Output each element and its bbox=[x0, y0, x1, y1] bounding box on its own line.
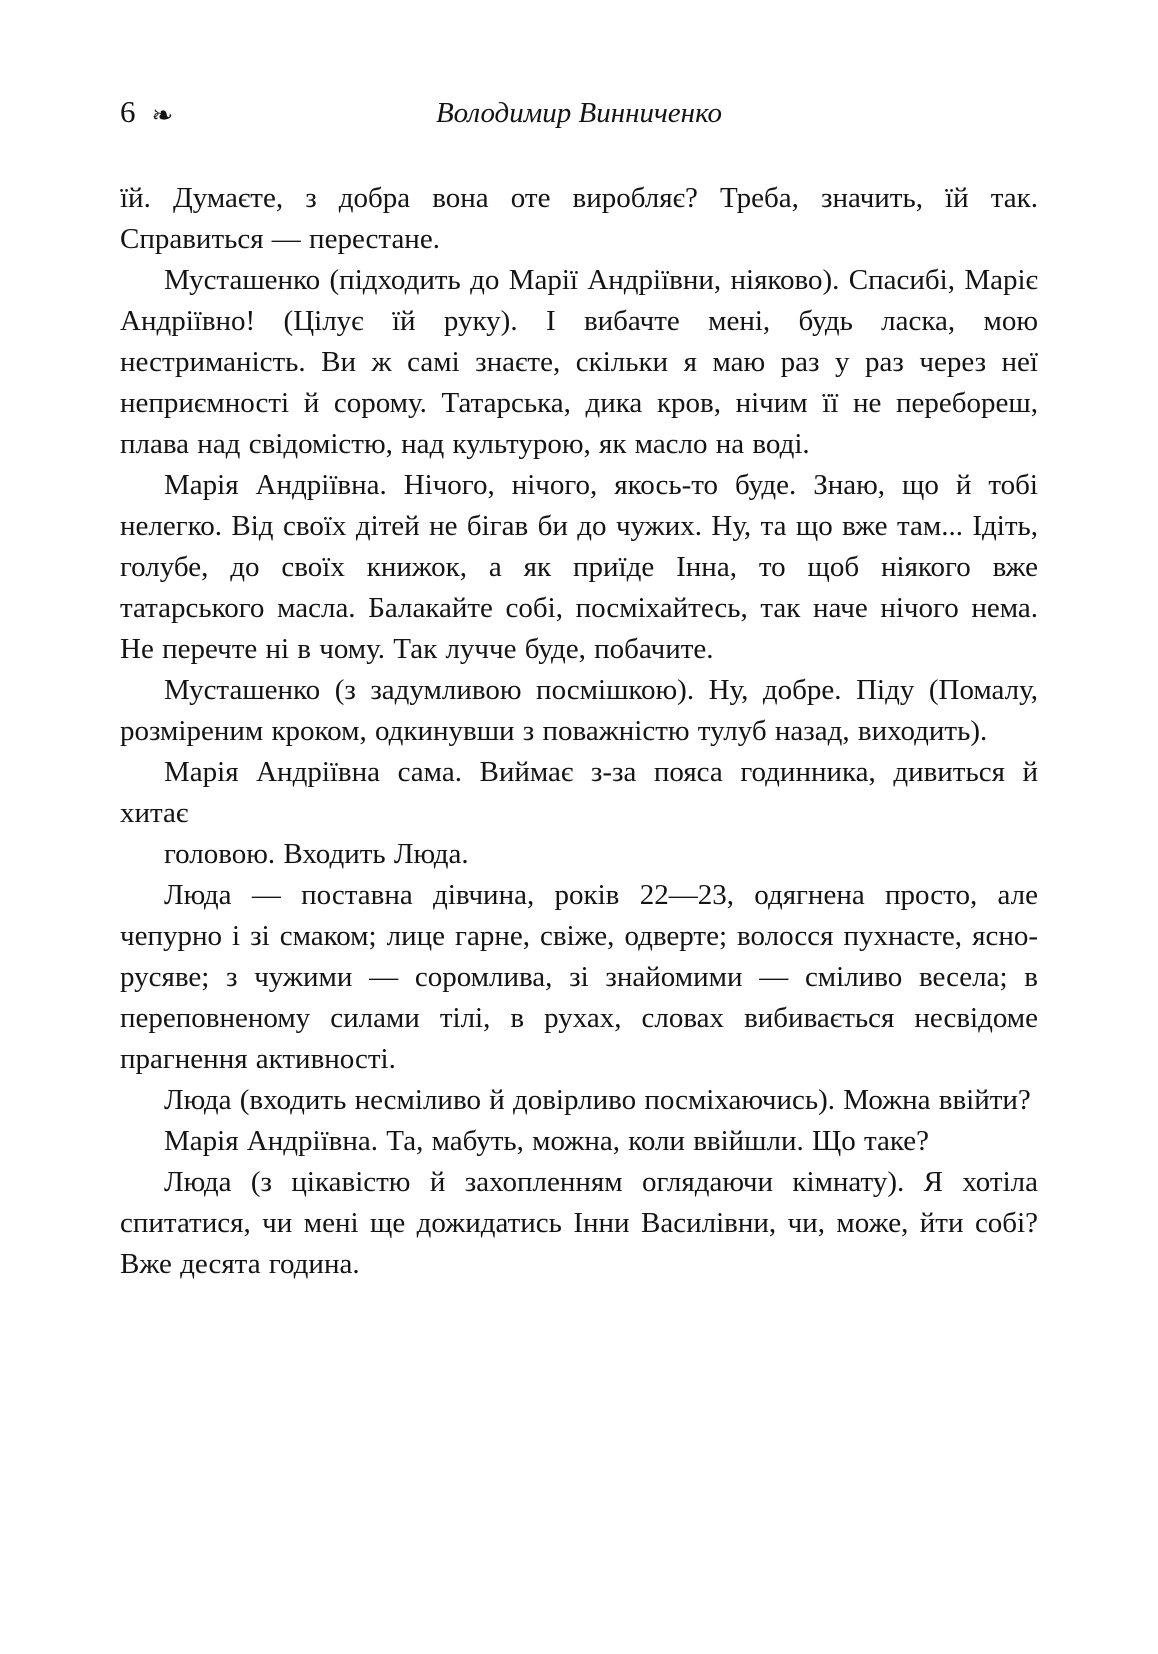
page-number: 6 bbox=[120, 94, 136, 129]
paragraph: Люда — поставна дівчина, років 22—23, одягнена просто, але чепурно і зі смаком; лице гарне, свіже, одверте; волосся пухнасте, ясно-русяве; з чужими — соромлива, зі знайомими — сміливо весела; в переповненому силами тілі, в рухах, словах вибивається несвідоме прагнення активності. bbox=[120, 879, 1038, 1075]
paragraph: Марія Андріївна. Нічого, нічого, якось-то буде. Знаю, що й тобі нелегко. Від своїх дітей не бігав би до чужих. Ну, та що вже там... Ідіть, голубе, до своїх книжок, а як приїде Інна, то щоб ніякого вже татарського масла. Балакайте собі, посміхайтесь, так наче нічого нема. Не перечте ні в чому. Так лучче буде, побачите. bbox=[120, 469, 1038, 665]
paragraph: Люда (входить несміливо й довірливо посміхаючись). Можна ввійти? bbox=[164, 1084, 1031, 1116]
running-header bbox=[120, 96, 1038, 138]
page-body bbox=[120, 178, 1038, 1285]
fleuron-ornament-icon: ❧ bbox=[151, 101, 174, 130]
paragraph: Люда (з цікавістю й захопленням оглядаючи кімнату). Я хотіла спитатися, чи мені ще дожидатись Інни Василівни, чи, може, йти собі? Вже десята година. bbox=[120, 1166, 1038, 1280]
paragraph: їй. Думаєте, з добра вона оте виробляє? Треба, значить, їй так. Справиться — перестане. bbox=[120, 182, 1038, 255]
paragraph: Марія Андріївна. Та, мабуть, можна, коли ввійшли. Що таке? bbox=[164, 1125, 929, 1157]
paragraph: Мусташенко (підходить до Марії Андріївни, ніяково). Спасибі, Маріє Андріївно! (Цілує їй руку). І вибачте мені, будь ласка, мою нестриманість. Ви ж самі знаєте, скільки я маю раз у раз через неї неприємності й сорому. Татарська, дика кров, нічим її не перебореш, плава над свідомістю, над культурою, як масло на воді. bbox=[120, 264, 1038, 460]
running-header-author: Володимир Винниченко bbox=[435, 97, 723, 129]
paragraph: головою. Входить Люда. bbox=[164, 838, 469, 870]
paragraph: Мусташенко (з задумливою посмішкою). Ну, добре. Піду (Помалу, розміреним кроком, одкинувши з поважністю тулуб назад, виходить). bbox=[120, 674, 1038, 747]
paragraph: Марія Андріївна сама. Виймає з-за пояса годинника, дивиться й хитає bbox=[120, 756, 1038, 829]
